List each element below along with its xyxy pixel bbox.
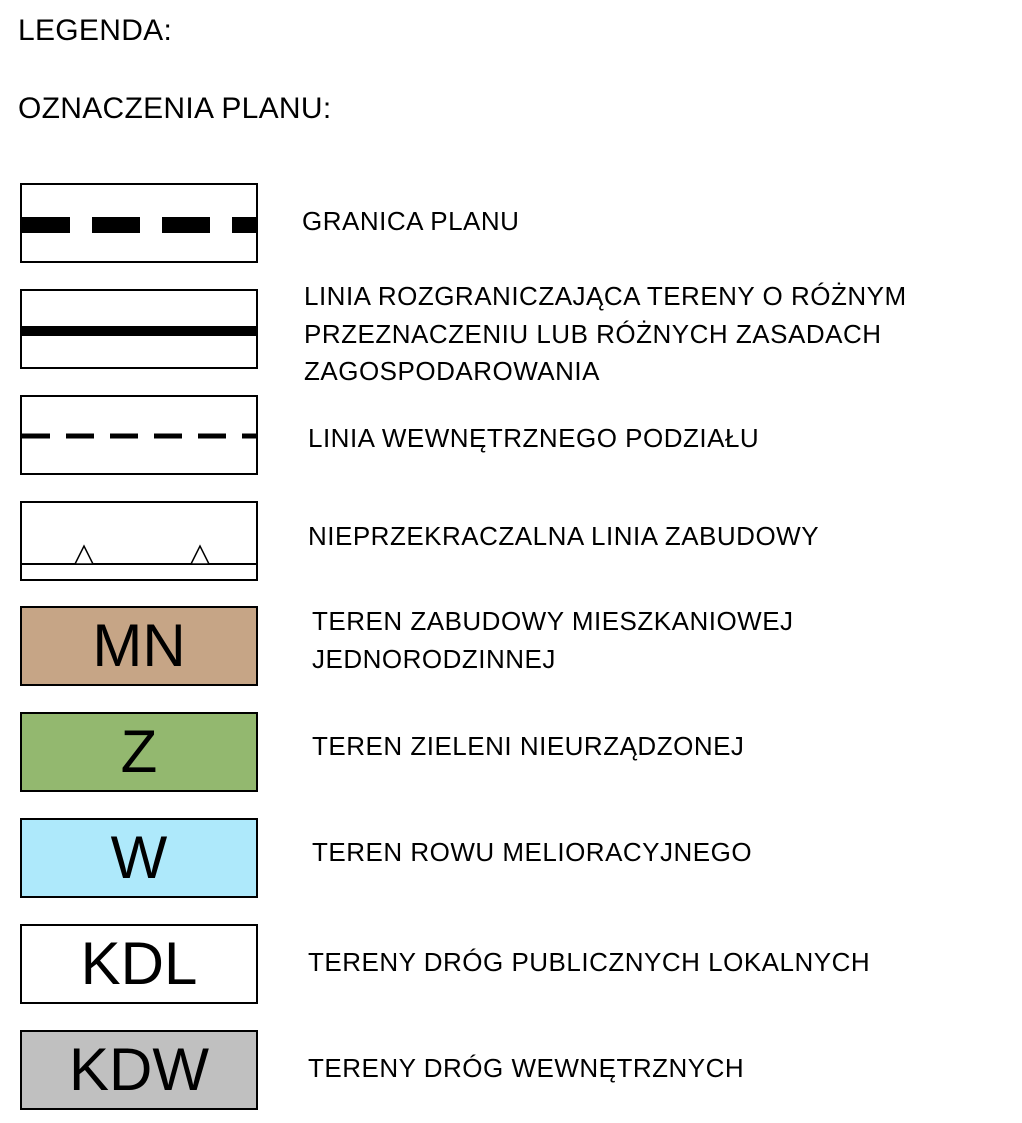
w-symbol bbox=[20, 818, 258, 898]
legend-item-description bbox=[312, 728, 744, 766]
solid-bold-line-icon bbox=[22, 291, 256, 367]
description-line: LINIA ROZGRANICZAJĄCA TERENY O RÓŻNYM bbox=[304, 281, 907, 311]
description-line: LINIA WEWNĘTRZNEGO PODZIAŁU bbox=[308, 423, 760, 453]
mn-symbol bbox=[20, 606, 258, 686]
kdw-symbol bbox=[20, 1030, 258, 1110]
legend-item-description bbox=[302, 203, 519, 241]
legend-item-description bbox=[308, 944, 870, 982]
z-symbol bbox=[20, 712, 258, 792]
legend-item-description bbox=[308, 420, 759, 458]
legend-item-description bbox=[312, 834, 752, 872]
zone-code: Z bbox=[120, 718, 158, 785]
description-line: TERENY DRÓG WEWNĘTRZNYCH bbox=[308, 1053, 745, 1083]
description-line: TEREN ZIELENI NIEURZĄDZONEJ bbox=[312, 731, 745, 761]
legend-title: LEGENDA: bbox=[18, 14, 173, 47]
building-line-triangles-icon bbox=[22, 503, 256, 579]
zone-code: KDL bbox=[80, 930, 198, 997]
description-line: GRANICA PLANU bbox=[302, 206, 520, 236]
legend-item-description bbox=[308, 518, 819, 556]
internal-division-line-symbol bbox=[20, 395, 258, 475]
kdl-symbol bbox=[20, 924, 258, 1004]
legend-item-description bbox=[304, 278, 907, 391]
plan-boundary-symbol bbox=[20, 183, 258, 263]
description-line: NIEPRZEKRACZALNA LINIA ZABUDOWY bbox=[308, 521, 820, 551]
building-line-symbol bbox=[20, 501, 258, 581]
legend-item-description bbox=[308, 1050, 744, 1088]
description-line: ZAGOSPODAROWANIA bbox=[304, 356, 600, 387]
description-line: TEREN ZABUDOWY MIESZKANIOWEJ bbox=[312, 606, 794, 636]
description-line: TERENY DRÓG PUBLICZNYCH LOKALNYCH bbox=[308, 947, 871, 977]
section-title: OZNACZENIA PLANU: bbox=[18, 92, 332, 125]
zone-code: W bbox=[110, 824, 168, 891]
demarcation-line-symbol bbox=[20, 289, 258, 369]
description-line: JEDNORODZINNEJ bbox=[312, 643, 556, 674]
description-line: TEREN ROWU MELIORACYJNEGO bbox=[312, 837, 753, 867]
zone-code: MN bbox=[92, 612, 186, 679]
description-line: PRZEZNACZENIU LUB RÓŻNYCH ZASADACH bbox=[304, 318, 882, 349]
zone-code: KDW bbox=[69, 1036, 209, 1103]
dashed-line-icon bbox=[22, 397, 256, 473]
dashed-bold-line-icon bbox=[22, 185, 256, 261]
legend-item-description bbox=[312, 603, 794, 678]
